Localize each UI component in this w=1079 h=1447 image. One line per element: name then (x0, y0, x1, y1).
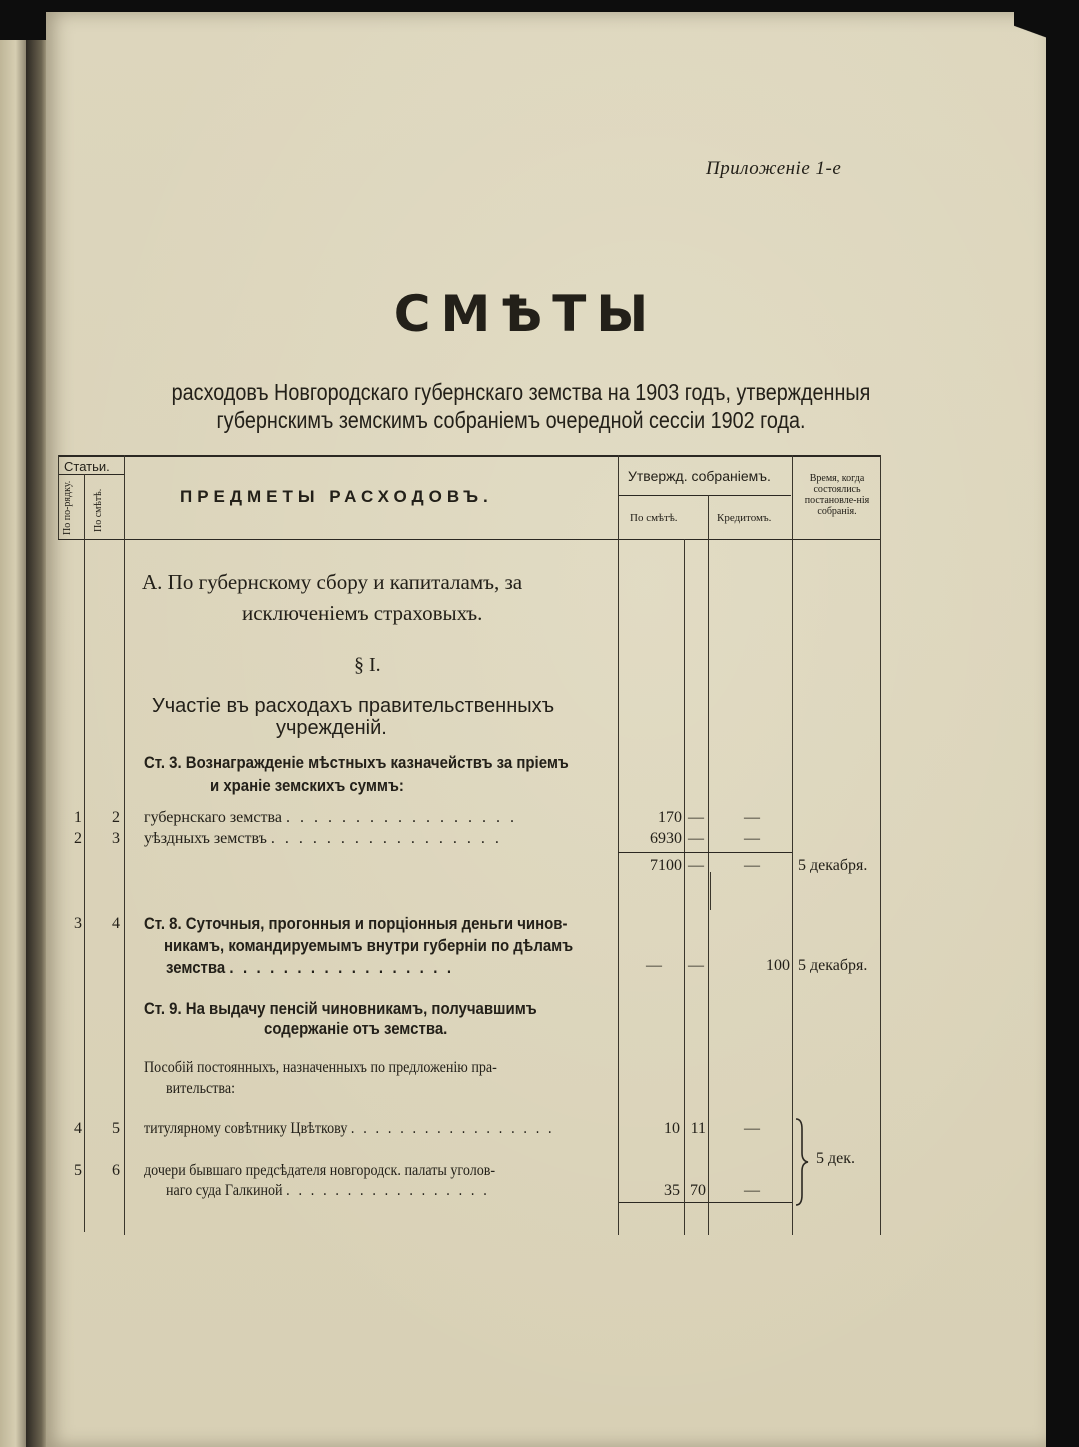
subtitle-line-1: расходовъ Новгородскаго губернскаго земства на 1903 годъ, утвержденныя (171, 379, 871, 405)
row1-text (144, 809, 517, 827)
row5-kop: 70 (690, 1182, 706, 1199)
st9-sub-line-1: Пособій постоянныхъ, назначенныхъ по предложенію пра- (144, 1059, 497, 1076)
st9-date: 5 дек. (816, 1150, 856, 1167)
st9-line-2: содержаніе отъ земства. (264, 1019, 448, 1038)
st8-dots: . . . . . . . . . . . . . . . . . (229, 958, 454, 977)
section-a-line-1: А. По губернскому сбору и капиталамъ, за (142, 570, 523, 594)
row5-rub: 35 (664, 1182, 680, 1199)
row5-estimate: 6 (112, 1162, 120, 1179)
header-approved: Утвержд. собраніемъ. (628, 468, 771, 484)
row5-text-line-2 (166, 1182, 489, 1200)
col-divider-estimate (124, 455, 125, 1235)
st3-total-smeta: 7100 (650, 857, 682, 874)
row1-credit: — (744, 809, 760, 826)
st8-line-2: никамъ, командируемымъ внутри губерніи по дѣламъ (164, 936, 574, 955)
st3-heading-line-1 (144, 753, 569, 773)
header-items: ПРЕДМЕТЫ РАСХОДОВЪ. (180, 487, 493, 506)
st3-heading-line-2: и храніе земскихъ суммъ: (210, 776, 404, 795)
table-header-rule (58, 539, 880, 540)
book-gutter (26, 40, 48, 1447)
st8-line-3 (166, 958, 454, 978)
row5-dots: . . . . . . . . . . . . . . . . . (286, 1182, 490, 1199)
row2-text (144, 830, 502, 848)
st8-smeta: — (646, 957, 662, 974)
col-divider-kop (684, 539, 685, 1235)
approved-rule (618, 495, 791, 496)
row2-kop: — (688, 830, 704, 847)
header-by-estimate: По смѣтѣ. (93, 488, 104, 532)
paragraph-heading: § I. (354, 654, 381, 676)
row4-label: титулярному совѣтнику Цвѣткову (144, 1120, 348, 1137)
header-articles: Статьи. (64, 459, 110, 474)
row2-order: 2 (74, 830, 82, 847)
row2-dots: . . . . . . . . . . . . . . . . . (270, 830, 502, 847)
st3-total-credit: — (744, 857, 760, 874)
st3-total-rule (618, 852, 792, 853)
st8-number: Ст. 8. (144, 914, 182, 933)
document-page (46, 12, 1046, 1447)
row4-estimate: 5 (112, 1120, 120, 1137)
row2-estimate: 3 (112, 830, 120, 847)
col-divider-smeta (708, 495, 709, 1235)
row5-credit: — (744, 1182, 760, 1199)
left-page-edge (0, 40, 26, 1447)
row1-estimate: 2 (112, 809, 120, 826)
st8-line-3-label: земства (166, 958, 226, 977)
st8-title: Суточныя, прогонныя и порціонныя деньги чинов- (185, 914, 568, 933)
subtitle-line-2: губернскимъ земскимъ собраніемъ очередной сессіи 1902 года. (216, 407, 806, 433)
st9-sub-line-2: вительства: (166, 1080, 236, 1097)
st8-credit: 100 (766, 957, 790, 974)
st8-line-1 (144, 914, 567, 934)
section-a-line-2: исключеніемъ страховыхъ. (242, 601, 483, 625)
bottom-short-rule (618, 1202, 792, 1203)
page-title: СМѢТЫ (393, 285, 659, 343)
participation-line-2: учрежденій. (276, 717, 387, 739)
col-divider-items (618, 455, 619, 1235)
st3-short-divider (710, 872, 711, 910)
brace-icon (790, 1117, 814, 1207)
row1-smeta: 170 (658, 809, 682, 826)
header-by-smeta: По смѣтѣ. (630, 512, 678, 524)
row4-kop: 11 (690, 1120, 706, 1137)
participation-line-1: Участіе въ расходахъ правительственныхъ (152, 695, 555, 717)
st3-total-kop: — (688, 857, 704, 874)
st8-kop: — (688, 957, 704, 974)
row2-credit: — (744, 830, 760, 847)
table-left-border (58, 455, 59, 539)
row4-text (144, 1120, 554, 1138)
row4-credit: — (744, 1120, 760, 1137)
table-right-border (880, 455, 881, 1235)
row2-label: уѣздныхъ земствъ (144, 830, 267, 847)
st3-title: Вознагражденіе мѣстныхъ казначействъ за пріемъ (185, 753, 569, 772)
header-by-credit: Кредитомъ. (717, 512, 772, 524)
appendix-label: Приложенiе 1-е (706, 158, 842, 179)
row4-dots: . . . . . . . . . . . . . . . . . (350, 1120, 555, 1137)
header-by-order: По по-рядку. (62, 480, 73, 535)
row1-kop: — (688, 809, 704, 826)
row1-dots: . . . . . . . . . . . . . . . . . (285, 809, 517, 826)
row3-order: 3 (74, 915, 82, 932)
col-divider-order (84, 474, 85, 1232)
table-top-rule (58, 455, 880, 457)
row5-label: наго суда Галкиной (166, 1182, 283, 1199)
st9-number: Ст. 9. (144, 999, 182, 1018)
row5-order: 5 (74, 1162, 82, 1179)
row2-smeta: 6930 (650, 830, 682, 847)
page-corner-wear (1014, 12, 1046, 72)
st3-number: Ст. 3. (144, 753, 182, 772)
st9-line-1 (144, 999, 537, 1019)
row1-label: губернскаго земства (144, 809, 282, 826)
st8-date: 5 декабря. (798, 957, 868, 974)
row4-rub: 10 (664, 1120, 680, 1137)
row3-estimate: 4 (112, 915, 120, 932)
st3-date: 5 декабря. (798, 857, 868, 874)
row1-order: 1 (74, 809, 82, 826)
row5-text-line-1: дочери бывшаго предсѣдателя новгородск. палаты уголов- (144, 1162, 496, 1179)
st9-title: На выдачу пенсій чиновникамъ, получавшимъ (185, 999, 537, 1018)
header-time: Время, когда состоялись постановле-нія собранія. (804, 473, 870, 517)
row4-order: 4 (74, 1120, 82, 1137)
